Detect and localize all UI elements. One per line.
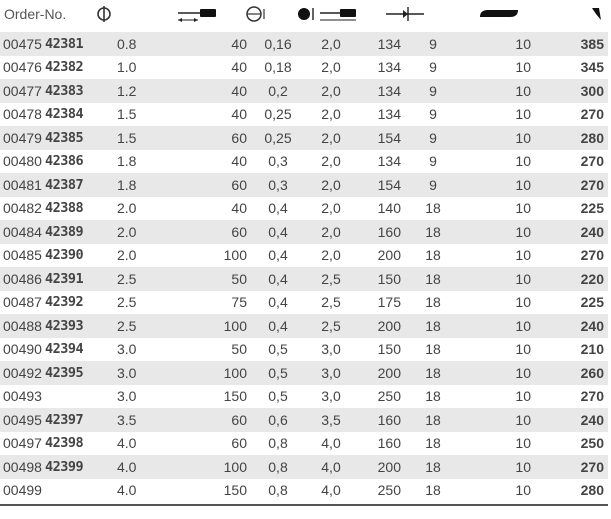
cell-order: 00480 (0, 150, 45, 174)
cell-order: 00484 (0, 220, 45, 244)
table-row (0, 361, 608, 385)
cell-d: 2.5 (117, 267, 187, 291)
table-row (0, 408, 608, 432)
cell-d: 2.0 (117, 244, 187, 268)
cell-hl: 200 (353, 314, 401, 338)
table-row (0, 267, 608, 291)
cell-pr: 270 (531, 150, 608, 174)
cell-code: 42392 (45, 291, 117, 315)
cell-pr: 240 (531, 220, 608, 244)
table-row-discontinued (0, 79, 608, 103)
cell-pk: 10 (465, 267, 531, 291)
cell-bl: 9 (401, 79, 465, 103)
cell-t: 0,16 (247, 32, 309, 56)
cell-order: 00492 (0, 361, 45, 385)
cell-order: 00478 (0, 103, 45, 127)
cell-d: 3.0 (117, 361, 187, 385)
cell-order: 00482 (0, 197, 45, 221)
cell-s: 2,5 (309, 291, 353, 315)
cell-code: 42385 (45, 126, 117, 150)
cell-code: 42397 (45, 408, 117, 432)
cell-pr: 250 (531, 432, 608, 456)
cell-pk: 10 (465, 173, 531, 197)
cell-l: 60 (187, 173, 247, 197)
cell-l: 50 (187, 267, 247, 291)
cell-l: 50 (187, 338, 247, 362)
cell-l: 40 (187, 56, 247, 80)
cell-hl: 200 (353, 244, 401, 268)
table-header (0, 0, 611, 28)
table-row (0, 314, 608, 338)
cell-code: 42387 (45, 173, 117, 197)
cell-order: 00475 (0, 32, 45, 56)
table-row (0, 291, 608, 315)
cell-l: 40 (187, 79, 247, 103)
cell-d: 1.5 (117, 103, 187, 127)
cell-hl: 150 (353, 267, 401, 291)
cell-pr: 240 (531, 314, 608, 338)
table-row-discontinued (0, 150, 608, 174)
cell-code: 42394 (45, 338, 117, 362)
cell-t: 0,2 (247, 79, 309, 103)
cell-s: 2,0 (309, 197, 353, 221)
cell-l: 60 (187, 408, 247, 432)
cell-pr: 270 (531, 103, 608, 127)
table-row (0, 103, 608, 127)
cell-pr: 220 (531, 267, 608, 291)
cell-l: 60 (187, 126, 247, 150)
cell-bl: 9 (401, 32, 465, 56)
cell-d: 1.0 (117, 56, 187, 80)
cell-pk: 10 (465, 408, 531, 432)
pack-icon (478, 4, 520, 24)
cell-l: 40 (187, 197, 247, 221)
cell-code: 42388 (45, 197, 117, 221)
cell-pk: 10 (465, 56, 531, 80)
cell-pr: 210 (531, 338, 608, 362)
cell-code: 42381 (45, 32, 117, 56)
cell-order: 00499 (0, 479, 45, 503)
cell-pk: 10 (465, 126, 531, 150)
cell-hl: 200 (353, 361, 401, 385)
cell-order: 00485 (0, 244, 45, 268)
cell-hl: 250 (353, 385, 401, 409)
cell-s: 4,0 (309, 432, 353, 456)
cell-pk: 10 (465, 103, 531, 127)
cell-pr: 345 (531, 56, 608, 80)
cell-d: 1.8 (117, 173, 187, 197)
cell-d: 1.5 (117, 126, 187, 150)
cell-order: 00486 (0, 267, 45, 291)
cell-code: 42391 (45, 267, 117, 291)
cell-hl: 134 (353, 32, 401, 56)
cell-s: 2,0 (309, 244, 353, 268)
cell-pk: 10 (465, 150, 531, 174)
cell-s: 2,0 (309, 79, 353, 103)
cell-t: 0,25 (247, 126, 309, 150)
cell-pk: 10 (465, 385, 531, 409)
cell-hl: 150 (353, 338, 401, 362)
cell-t: 0,4 (247, 197, 309, 221)
cell-code: 42382 (45, 56, 117, 80)
cell-l: 75 (187, 291, 247, 315)
cell-d: 2.0 (117, 220, 187, 244)
cell-hl: 250 (353, 479, 401, 503)
diameter-icon (94, 4, 114, 24)
cell-s: 2,5 (309, 314, 353, 338)
cell-t: 0,4 (247, 314, 309, 338)
cell-s: 2,0 (309, 126, 353, 150)
cell-d: 3.0 (117, 338, 187, 362)
cell-l: 100 (187, 361, 247, 385)
cell-s: 2,0 (309, 103, 353, 127)
cell-bl: 18 (401, 291, 465, 315)
cell-order: 00488 (0, 314, 45, 338)
cell-pr: 385 (531, 32, 608, 56)
shank-icon (296, 4, 316, 24)
cell-order: 00498 (0, 455, 45, 479)
cell-pk: 10 (465, 244, 531, 268)
cell-bl: 18 (401, 244, 465, 268)
cell-t: 0,6 (247, 408, 309, 432)
cell-pk: 10 (465, 79, 531, 103)
table-row-discontinued (0, 455, 608, 479)
cell-l: 100 (187, 314, 247, 338)
cell-l: 150 (187, 385, 247, 409)
cell-t: 0,18 (247, 56, 309, 80)
cell-pr: 270 (531, 455, 608, 479)
cell-order: 00497 (0, 432, 45, 456)
product-table (0, 32, 608, 502)
cell-pr: 280 (531, 479, 608, 503)
cell-pr: 270 (531, 244, 608, 268)
cell-pk: 10 (465, 455, 531, 479)
cell-t: 0,25 (247, 103, 309, 127)
cell-s: 2,0 (309, 173, 353, 197)
cell-bl: 18 (401, 220, 465, 244)
cell-pk: 10 (465, 197, 531, 221)
cell-pr: 225 (531, 291, 608, 315)
cell-pr: 240 (531, 408, 608, 432)
cell-code: 42399 (45, 455, 117, 479)
cell-s: 2,0 (309, 220, 353, 244)
cell-l: 150 (187, 479, 247, 503)
cell-d: 3.0 (117, 385, 187, 409)
cell-bl: 9 (401, 173, 465, 197)
cell-order: 00479 (0, 126, 45, 150)
cell-s: 4,0 (309, 455, 353, 479)
cell-t: 0,3 (247, 150, 309, 174)
blade-length-icon (176, 4, 218, 24)
cell-pr: 280 (531, 126, 608, 150)
cell-code: 42395 (45, 361, 117, 385)
cell-l: 60 (187, 432, 247, 456)
table-row (0, 197, 608, 221)
cell-pk: 10 (465, 361, 531, 385)
cell-d: 2.5 (117, 291, 187, 315)
cell-s: 2,0 (309, 32, 353, 56)
cell-s: 4,0 (309, 479, 353, 503)
cell-code: 42393 (45, 314, 117, 338)
handle-length-icon (318, 4, 358, 24)
cell-bl: 9 (401, 103, 465, 127)
cell-bl: 18 (401, 267, 465, 291)
cell-code: 42398 (45, 432, 117, 456)
table-row (0, 56, 608, 80)
table-row-discontinued (0, 385, 608, 409)
cell-t: 0,4 (247, 220, 309, 244)
cell-hl: 160 (353, 220, 401, 244)
cell-pk: 10 (465, 479, 531, 503)
cell-bl: 18 (401, 455, 465, 479)
cell-pr: 300 (531, 79, 608, 103)
cell-s: 3,0 (309, 385, 353, 409)
cell-d: 0.8 (117, 32, 187, 56)
cell-bl: 9 (401, 56, 465, 80)
cell-bl: 18 (401, 479, 465, 503)
thickness-icon (244, 4, 268, 24)
cell-hl: 134 (353, 150, 401, 174)
cell-hl: 134 (353, 79, 401, 103)
cell-t: 0,8 (247, 432, 309, 456)
table-row (0, 338, 608, 362)
table-end-rule (0, 504, 608, 506)
cell-d: 4.0 (117, 479, 187, 503)
cell-t: 0,8 (247, 455, 309, 479)
cell-d: 3.5 (117, 408, 187, 432)
cell-hl: 134 (353, 56, 401, 80)
cell-t: 0,5 (247, 361, 309, 385)
table-row-discontinued (0, 479, 608, 503)
cell-t: 0,4 (247, 267, 309, 291)
cell-order: 00495 (0, 408, 45, 432)
cell-bl: 18 (401, 314, 465, 338)
cell-pr: 270 (531, 173, 608, 197)
cell-hl: 134 (353, 103, 401, 127)
cell-pr: 225 (531, 197, 608, 221)
cell-t: 0,3 (247, 173, 309, 197)
cell-hl: 200 (353, 455, 401, 479)
cell-hl: 140 (353, 197, 401, 221)
cell-s: 2,0 (309, 150, 353, 174)
cell-s: 2,0 (309, 56, 353, 80)
cell-pr: 270 (531, 385, 608, 409)
cell-order: 00481 (0, 173, 45, 197)
cell-t: 0,4 (247, 291, 309, 315)
cell-t: 0,5 (247, 338, 309, 362)
cell-hl: 154 (353, 173, 401, 197)
cell-d: 4.0 (117, 455, 187, 479)
cell-bl: 18 (401, 432, 465, 456)
cell-pk: 10 (465, 314, 531, 338)
cell-bl: 18 (401, 197, 465, 221)
cell-t: 0,5 (247, 385, 309, 409)
cell-hl: 175 (353, 291, 401, 315)
cell-order: 00487 (0, 291, 45, 315)
table-row (0, 244, 608, 268)
cell-code: 42389 (45, 220, 117, 244)
cell-order: 00477 (0, 79, 45, 103)
cell-code (45, 479, 117, 503)
table-row (0, 32, 608, 56)
cell-code (45, 385, 117, 409)
cell-hl: 160 (353, 408, 401, 432)
price-icon (588, 4, 604, 24)
cell-bl: 9 (401, 150, 465, 174)
cell-pk: 10 (465, 338, 531, 362)
cell-s: 2,5 (309, 267, 353, 291)
blade-icon (384, 4, 426, 24)
cell-bl: 18 (401, 408, 465, 432)
cell-pk: 10 (465, 220, 531, 244)
cell-t: 0,4 (247, 244, 309, 268)
cell-pk: 10 (465, 432, 531, 456)
cell-t: 0,8 (247, 479, 309, 503)
order-no-label: Order-No. (4, 6, 67, 22)
cell-d: 1.8 (117, 150, 187, 174)
cell-code: 42383 (45, 79, 117, 103)
cell-order: 00493 (0, 385, 45, 409)
cell-code: 42390 (45, 244, 117, 268)
cell-bl: 18 (401, 361, 465, 385)
cell-s: 3,5 (309, 408, 353, 432)
table-row (0, 173, 608, 197)
cell-l: 100 (187, 455, 247, 479)
cell-l: 40 (187, 150, 247, 174)
cell-s: 3,0 (309, 338, 353, 362)
table-row (0, 126, 608, 150)
cell-pk: 10 (465, 291, 531, 315)
cell-code: 42386 (45, 150, 117, 174)
cell-bl: 9 (401, 126, 465, 150)
cell-d: 1.2 (117, 79, 187, 103)
table-row (0, 220, 608, 244)
cell-order: 00490 (0, 338, 45, 362)
cell-hl: 160 (353, 432, 401, 456)
cell-bl: 18 (401, 385, 465, 409)
cell-s: 3,0 (309, 361, 353, 385)
cell-pr: 260 (531, 361, 608, 385)
cell-order: 00476 (0, 56, 45, 80)
cell-l: 40 (187, 103, 247, 127)
cell-d: 4.0 (117, 432, 187, 456)
table-row (0, 432, 608, 456)
cell-d: 2.5 (117, 314, 187, 338)
cell-d: 2.0 (117, 197, 187, 221)
cell-l: 100 (187, 244, 247, 268)
cell-pk: 10 (465, 32, 531, 56)
cell-bl: 18 (401, 338, 465, 362)
cell-l: 60 (187, 220, 247, 244)
cell-hl: 154 (353, 126, 401, 150)
cell-l: 40 (187, 32, 247, 56)
cell-code: 42384 (45, 103, 117, 127)
